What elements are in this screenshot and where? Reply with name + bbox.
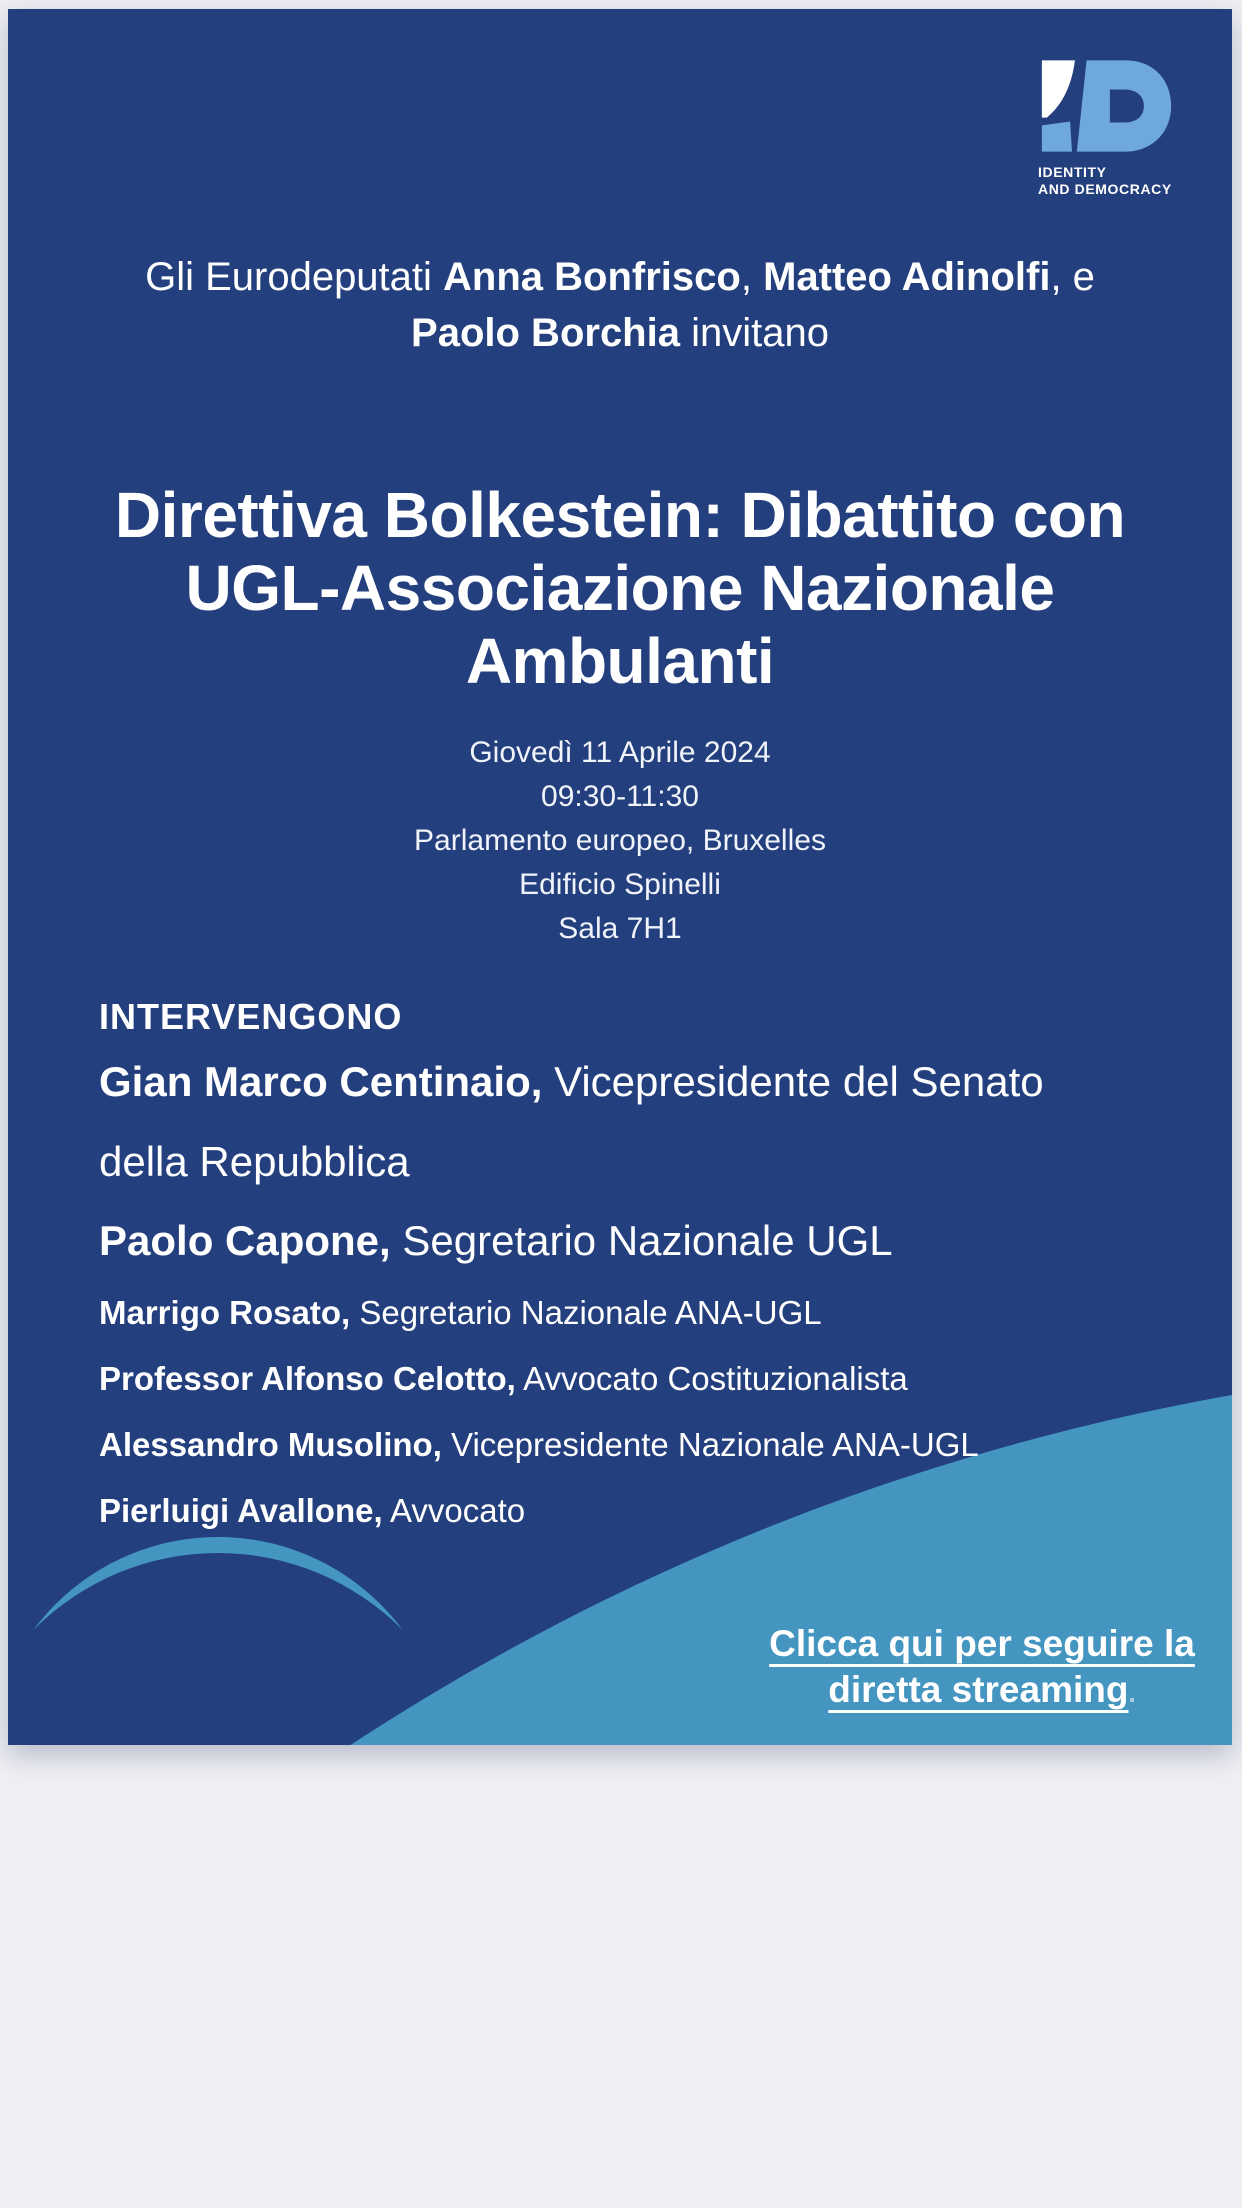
speaker-name: Marrigo Rosato, bbox=[99, 1294, 351, 1331]
event-venue: Parlamento europeo, Bruxelles bbox=[414, 824, 826, 857]
intro-sep1: , bbox=[740, 255, 764, 299]
speaker-role: Segretario Nazionale UGL bbox=[390, 1217, 893, 1264]
logo-text-line1: IDENTITY bbox=[1038, 164, 1107, 180]
invitation-intro bbox=[8, 249, 1232, 361]
speaker-name: Gian Marco Centinaio, bbox=[99, 1058, 543, 1105]
mep-name-bonfrisco: Anna Bonfrisco bbox=[443, 255, 741, 299]
speaker-role: Segretario Nazionale ANA-UGL bbox=[350, 1294, 822, 1331]
speaker-row bbox=[99, 1058, 1044, 1105]
speaker-row bbox=[99, 1428, 979, 1461]
speaker-name: Alessandro Musolino, bbox=[99, 1426, 442, 1463]
flyer-content bbox=[8, 9, 1232, 1745]
speaker-role: Avvocato Costituzionalista bbox=[515, 1360, 908, 1397]
speaker-role: Avvocato bbox=[382, 1492, 526, 1529]
logo-text-line2: AND DEMOCRACY bbox=[1038, 181, 1172, 197]
speaker-row bbox=[99, 1362, 908, 1395]
streaming-link[interactable] bbox=[672, 1621, 1232, 1716]
speakers-heading: INTERVENGONO bbox=[99, 996, 403, 1037]
speaker-name: Professor Alfonso Celotto, bbox=[99, 1360, 516, 1397]
speaker-name: Pierluigi Avallone, bbox=[99, 1492, 383, 1529]
streaming-link-trailing-dot: . bbox=[1128, 1678, 1136, 1708]
speaker-role: Vicepresidente Nazionale ANA-UGL bbox=[441, 1426, 979, 1463]
event-room: Sala 7H1 bbox=[558, 912, 682, 945]
event-date: Giovedì 11 Aprile 2024 bbox=[469, 736, 771, 769]
intro-prefix: Gli Eurodeputati bbox=[145, 255, 444, 299]
speaker-role: della Repubblica bbox=[99, 1138, 410, 1185]
speaker-row bbox=[99, 1494, 525, 1527]
event-details bbox=[8, 731, 1232, 951]
speaker-row bbox=[99, 1217, 893, 1264]
mep-name-borchia: Paolo Borchia bbox=[411, 311, 680, 355]
id-logo bbox=[1038, 56, 1188, 198]
event-flyer-card bbox=[8, 9, 1232, 1745]
event-time: 09:30-11:30 bbox=[541, 780, 699, 813]
streaming-link-line1[interactable]: Clicca qui per seguire la bbox=[769, 1623, 1195, 1664]
event-title-line2: UGL-Associazione Nazionale bbox=[185, 552, 1055, 624]
event-title bbox=[8, 479, 1232, 698]
event-title-line1: Direttiva Bolkestein: Dibattito con bbox=[114, 479, 1126, 551]
intro-sep2: , e bbox=[1050, 255, 1095, 299]
streaming-link-line2[interactable]: diretta streaming bbox=[828, 1669, 1129, 1710]
speaker-name: Paolo Capone, bbox=[99, 1217, 391, 1264]
id-monogram-icon bbox=[1038, 56, 1174, 156]
speaker-row-continuation bbox=[99, 1138, 410, 1185]
speaker-row bbox=[99, 1296, 822, 1329]
intro-suffix: invitano bbox=[679, 311, 829, 355]
mep-name-adinolfi: Matteo Adinolfi bbox=[763, 255, 1051, 299]
event-building: Edificio Spinelli bbox=[519, 868, 721, 901]
speaker-role: Vicepresidente del Senato bbox=[542, 1058, 1044, 1105]
event-title-line3: Ambulanti bbox=[465, 625, 775, 697]
